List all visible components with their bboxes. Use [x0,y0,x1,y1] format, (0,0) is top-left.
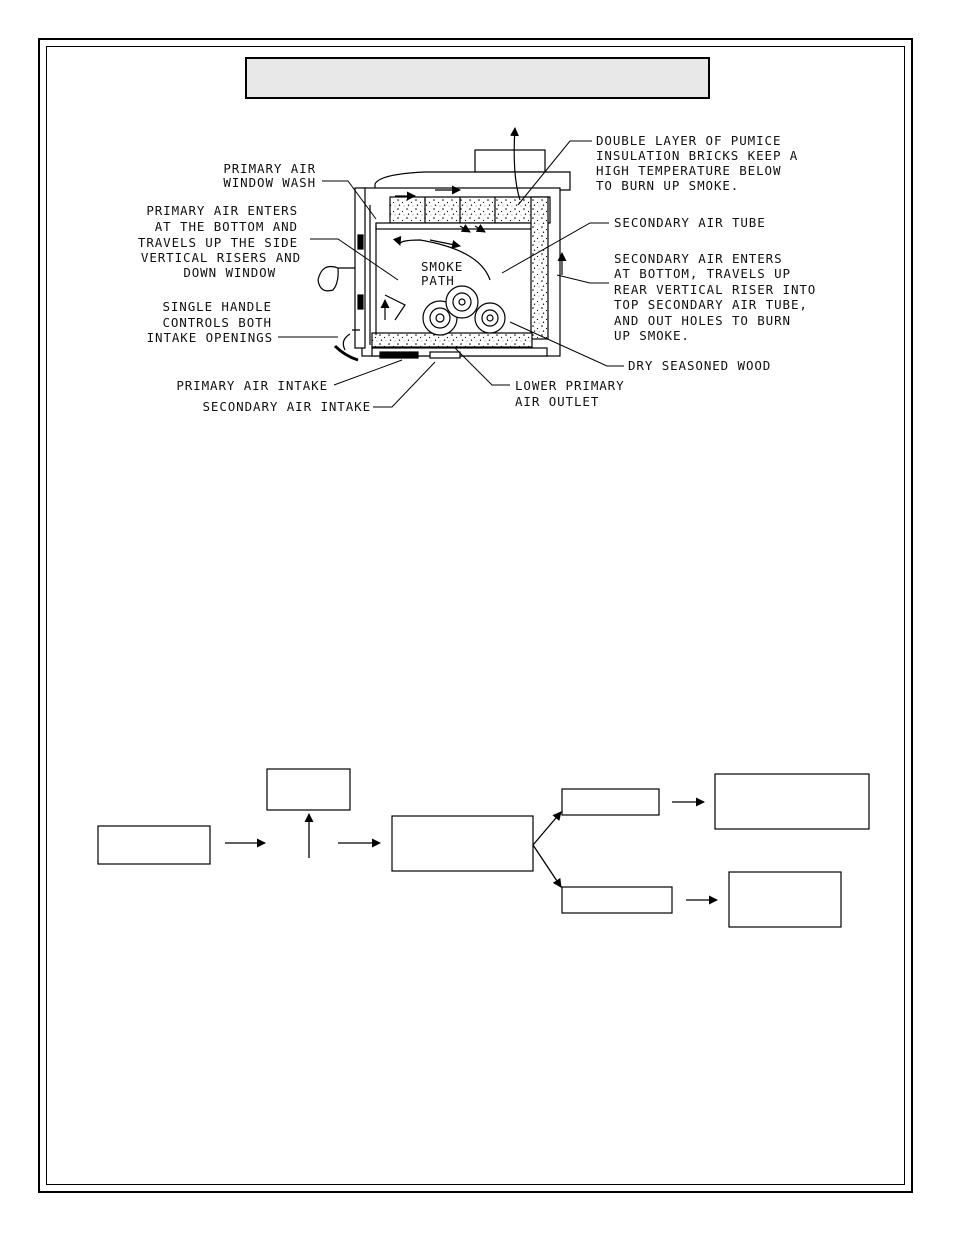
label-secondary-intake: SECONDARY AIR INTAKE [202,399,371,414]
label-secondary-tube: SECONDARY AIR TUBE [614,215,766,230]
label-smoke-2: PATH [421,273,455,288]
label-primary-4: VERTICAL RISERS AND [140,250,301,265]
pumice-bricks-top [390,197,550,223]
label-pumice-4: TO BURN UP SMOKE. [596,178,740,193]
flow-box-air [267,769,350,810]
label-primary-intake: PRIMARY AIR INTAKE [176,378,328,393]
primary-intake-slot [380,352,418,358]
label-primary-1: PRIMARY AIR ENTERS [146,203,298,218]
flow-diagram [98,769,869,927]
label-lower-primary-1: LOWER PRIMARY [515,378,625,393]
label-secondary-enters-6: UP SMOKE. [614,328,690,343]
label-pumice-3: HIGH TEMPERATURE BELOW [596,163,782,178]
secondary-air-tube [376,223,538,229]
label-handle-1: SINGLE HANDLE [162,299,272,314]
stove-top-plate [375,172,570,190]
label-secondary-enters-4: TOP SECONDARY AIR TUBE, [614,297,808,312]
label-secondary-enters-2: AT BOTTOM, TRAVELS UP [614,266,791,281]
flow-box-upper-branch [562,789,659,815]
label-dry-wood: DRY SEASONED WOOD [628,358,772,373]
flow-box-lower-branch [562,887,672,913]
label-primary-5: DOWN WINDOW [183,265,276,280]
label-window-wash-2: WINDOW WASH [223,175,316,190]
flow-arrow-branch-up [533,812,561,845]
label-secondary-enters-1: SECONDARY AIR ENTERS [614,251,783,266]
stove-cutaway [318,128,570,360]
label-pumice-1: DOUBLE LAYER OF PUMICE [596,133,782,148]
label-secondary-enters-5: AND OUT HOLES TO BURN [614,313,791,328]
label-handle-2: CONTROLS BOTH [162,315,272,330]
flue-collar [475,150,545,172]
flow-box-lower-result [729,872,841,927]
label-window-wash-1: PRIMARY AIR [223,161,316,176]
pumice-bricks-rear [531,197,548,339]
label-primary-2: AT THE BOTTOM AND [154,219,298,234]
flow-box-fuel [98,826,210,864]
flow-arrow-branch-down [533,845,561,887]
flow-box-combustion [392,816,533,871]
label-pumice-2: INSULATION BRICKS KEEP A [596,148,799,163]
label-secondary-enters-3: REAR VERTICAL RISER INTO [614,282,817,297]
door-handle [318,267,355,291]
pumice-bricks-bottom [372,333,532,347]
secondary-intake-slot [430,352,460,358]
label-primary-3: TRAVELS UP THE SIDE [137,235,298,250]
label-handle-3: INTAKE OPENINGS [146,330,273,345]
door-frame [355,188,365,348]
label-lower-primary-2: AIR OUTLET [515,394,600,409]
label-smoke-1: SMOKE [421,259,464,274]
flow-box-upper-result [715,774,869,829]
